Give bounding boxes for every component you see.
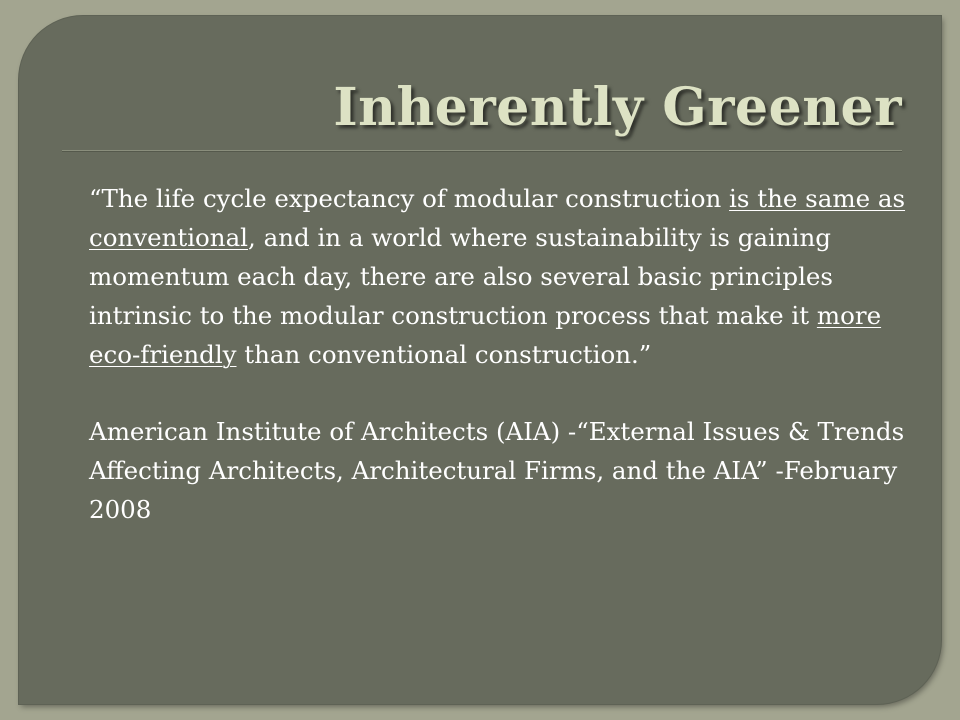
quote-paragraph — [89, 180, 909, 375]
citation-paragraph: American Institute of Architects (AIA) -“External Issues & Trends Affecting Architects, Architectural Firms, and the AIA” -February 2008 — [89, 417, 905, 525]
quote-text-part-2: , and in a world where sustainability is gaining momentum each day, there are also several basic principles intrinsic to the modular construction process that make it — [89, 222, 833, 330]
quote-text-part-1: “The life cycle expectancy of modular construction — [89, 184, 730, 213]
quote-emphasis-same-as-conventional: is the same as conventional — [89, 184, 906, 252]
slide-title: Inherently Greener — [333, 77, 902, 138]
quote-text-part-3: than conventional construction.” — [236, 339, 652, 369]
quote-emphasis-more-eco-friendly: more eco-friendly — [89, 300, 882, 369]
title-divider — [62, 150, 902, 152]
slide-body — [89, 180, 909, 530]
